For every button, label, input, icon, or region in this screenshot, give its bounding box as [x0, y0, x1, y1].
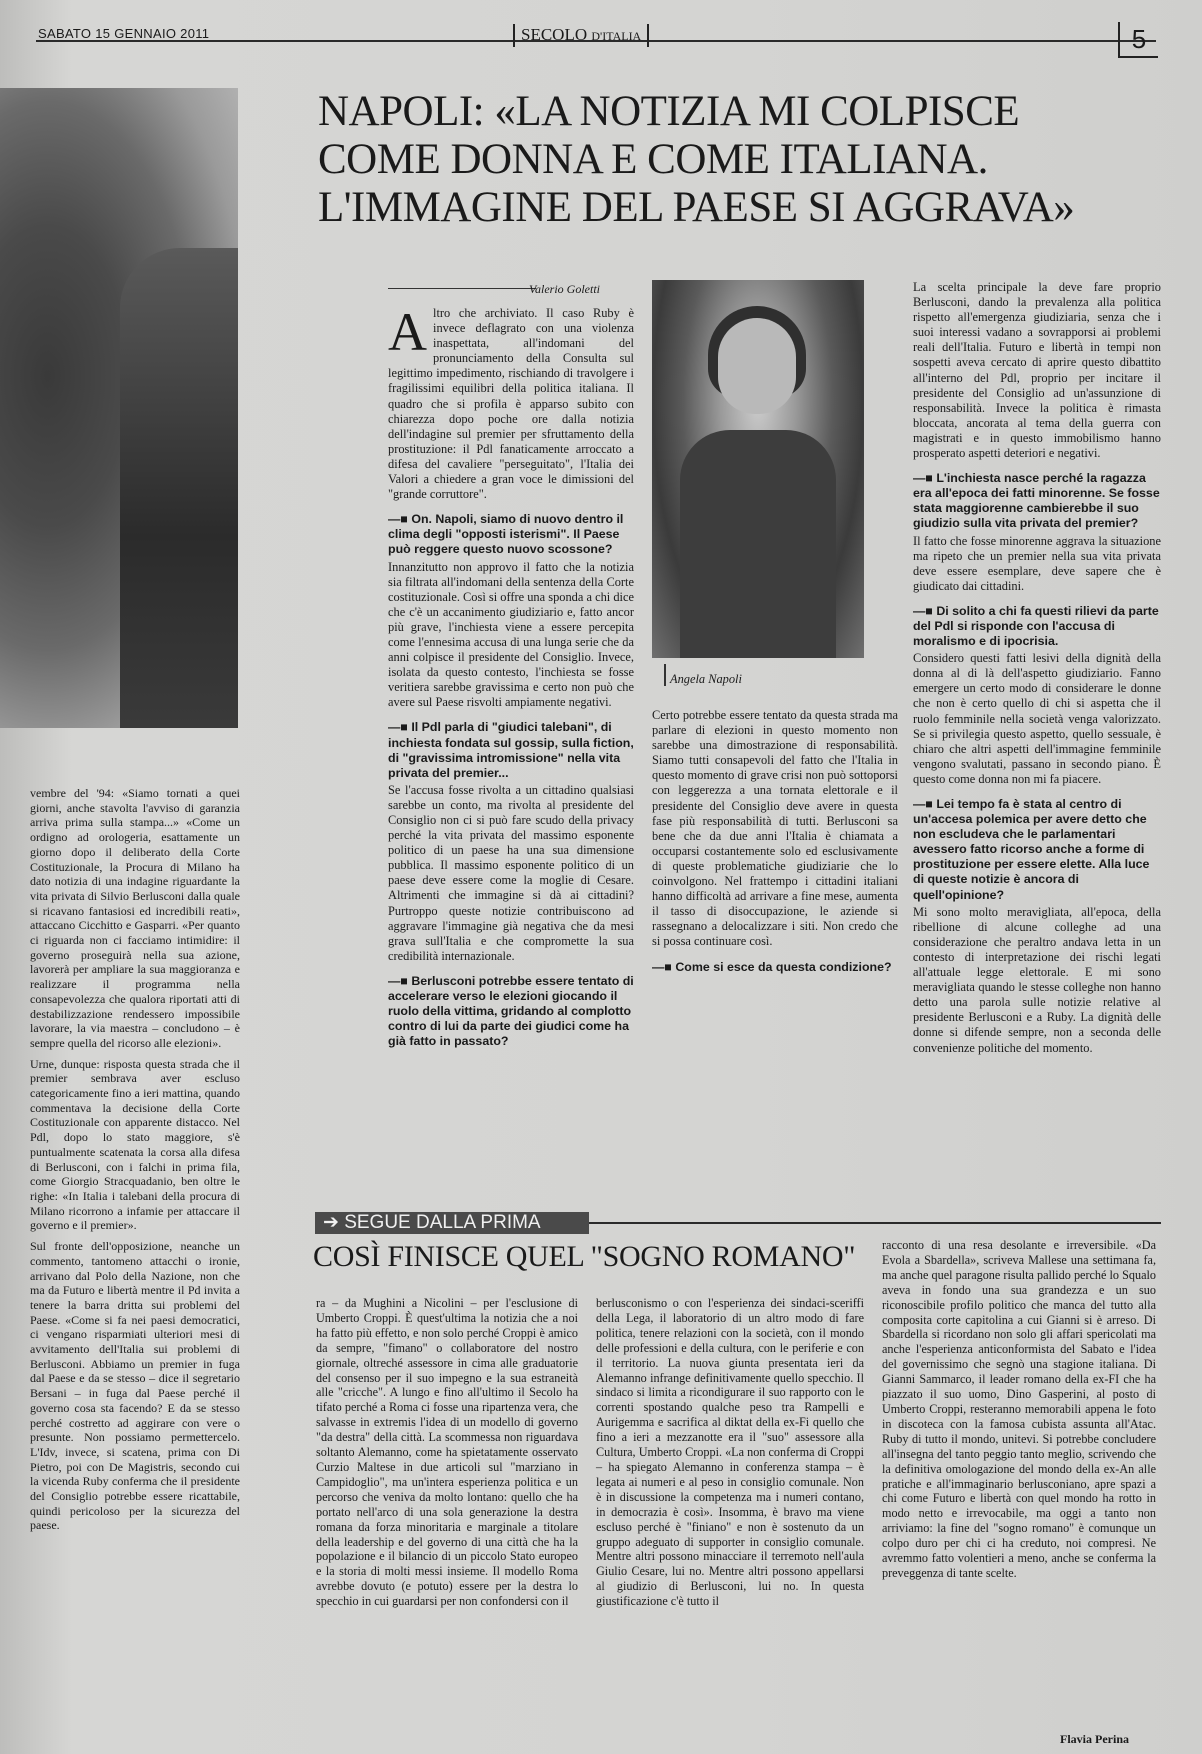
question-text: L'inchiesta nasce perché la ragazza era all'epoca dei fatti minorenne. Se fosse stata maggiorenne cambierebbe il suo giudizio sulla vita privata del premier? — [913, 471, 1160, 531]
question-text: Di solito a chi fa questi rilievi da parte del Pdl si risponde con l'accusa di moralismo e di ipocrisia. — [913, 603, 1159, 649]
question: —■ Come si esce da questa condizione? — [652, 959, 892, 974]
photo-figure-face — [718, 318, 796, 414]
section-label — [315, 1212, 589, 1234]
dropcap: A — [388, 302, 427, 362]
left-paragraph: Urne, dunque: risposta questa strada che il premier sembrava aver escluso categoricamente fino a ieri mattina, quando commentava la decisione della Corte Costituzionale con apparente distacco. Nel Pdl, dopo lo stato maggiore, s'è puntualmente scatenata la corsa alla difesa di Berlusconi, con i falchi in prima fila, come Giorgio Stracquadanio, ben oltre le righe: «In Italia i talebani della procura di Milano ricorrono a infamie per attaccare il governo e il premier». — [30, 1056, 240, 1233]
article2-title: COSÌ FINISCE QUEL "SOGNO ROMANO" — [313, 1240, 856, 1273]
answer: Se l'accusa fosse rivolta a un cittadino qualsiasi sarebbe un conto, ma rivolta al presidente del Consiglio non ci si può fare scudo della privacy perché la vita privata del massimo esponente politico di un paese ha una sua dimensione pubblica. Il massimo esponente politico di un paese deve essere come la moglie di Cesare. Altrimenti che immagine si dà ai cittadini? Purtroppo queste notizie contribuiscono ad aggravare l'immagine già negativa che da mesi grava sull'Italia e che compromette la sua credibilità internazionale. — [388, 782, 634, 963]
answer: Mi sono molto meravigliata, all'epoca, della ribellione di alcune colleghe ad una considerazione che peraltro andava letta in un contesto di interpretazione dei rischi legati all'attuale legge elettorale. E mi sono meravigliata quando le stesse colleghe non hanno detto una parola sulle notizie relative al presidente Berlusconi e a Ruby. La dignità delle donne si difende sempre, non a seconda delle convenienze politiche del momento. — [913, 904, 1161, 1055]
byline: Valerio Goletti — [529, 282, 600, 296]
header-date: SABATO 15 GENNAIO 2011 — [38, 26, 210, 41]
question: —■ Il Pdl parla di "giudici talebani", di inchiesta fondata sul gossip, sulla fiction, di "gravissima intromissione" nella vita privata del premier... — [388, 720, 634, 780]
question-text: Il Pdl parla di "giudici talebani", di inchiesta fondata sul gossip, sulla fiction, di "gravissima intromissione" nella vita privata del premier... — [388, 720, 634, 780]
answer: Certo potrebbe essere tentato da questa strada ma parlare di elezioni in questo momento non sarebbe una dimostrazione di responsabilità. Siamo tutti consapevoli del fatto che l'Italia in questo momento di grave crisi non può sottoporsi con leggerezza a una tornata elettorale e il presidente del Consiglio deve avere in questa fase più responsabilità di tutti. Berlusconi sa bene che da due anni l'Italia è chiamata a occuparsi costantemente solo ed esclusivamente di queste problematiche giudiziarie che lo coinvolgono. Nel frattempo i cittadini italiani hanno difficoltà ad arrivare a fine mese, aumenta il tasso di disoccupazione, le aziende si rassegnano a delocalizzare i siti. Non credo che si possa continuare così. — [652, 708, 898, 949]
masthead-subtitle: D'ITALIA — [591, 29, 642, 43]
question: —■ Lei tempo fa è stata al centro di un'accesa polemica per avere detto che non escludeva che le parlamentari avessero fatto ricorso anche a forme di prostituzione per essere elette. Alla luce di queste notizie è ancora di quell'opinione? — [913, 797, 1150, 902]
answer: La scelta principale la deve fare proprio Berlusconi, dando la prevalenza alla politica rispetto all'emergenza giudiziaria, senza che i suoi interessi vadano a sovrapporsi ai problemi reali dell'Italia. Futuro e libertà in tempi non sospetti aveva cercato di aprire questo dibattito all'interno del Pdl, proprio per incitare il presidente del Consiglio ad un'assunzione di responsabilità. Invece la politica è rimasta bloccata, ancorata al tema della guerra con magistrati e in questo immobilismo hanno prosperato aspetti deteriori e negativi. — [913, 280, 1161, 461]
question: —■ On. Napoli, siamo di nuovo dentro il clima degli "opposti isterismi". Il Paese può reggere questo nuovo scossone? — [388, 512, 624, 557]
question-text: Berlusconi potrebbe essere tentato di accelerare verso le elezioni giocando il ruolo della vittima, gridando al complotto contro di lui da parte dei giudici come ha già fatto in passato? — [388, 973, 634, 1049]
photo-left-figure — [120, 248, 238, 728]
article2-text: berlusconismo o con l'esperienza dei sindaci-sceriffi della Lega, il laboratorio di un altro modo di fare politica, tenere relazioni con la società, con il mondo delle professioni e della cultura, con le periferie e con il territorio. La nuova giunta presentata ieri da Alemanno infrange definitivamente quello specchio. Il sindaco si limita a ricondigurare il suo rapporto con le correnti spostando qualche peso tra Rampelli e Aurigemma e sacrifica al diktat della ex-Fi quello che fino a ieri a mezzanotte era il "suo" assessore alla Cultura, Umberto Croppi. «La non conferma di Croppi – ha spiegato Alemanno in conferenza stampa – è legata ai numeri e al peso in consiglio comunale. Non è in discussione la competenza ma i numeri contano, in democrazia è così». Insomma, è bravo ma viene escluso perché è "finiano" e non è sostenuto da un gruppo adeguato di supporter in consiglio comunale. Mentre altri possono minacciare il terremoto nell'aula Giulio Cesare, lui no. Mentre altri possono appellarsi al giudizio di Berlusconi, lui no. In questa giustificazione c'è tutto il — [596, 1296, 864, 1609]
signature: Flavia Perina — [1060, 1732, 1129, 1746]
question-text: Lei tempo fa è stata al centro di un'accesa polemica per avere detto che non escludeva che le parlamentari avessero fatto ricorso anche a forme di prostituzione per essere elette. Alla luce di queste notizie è ancora di quell'opinione? — [913, 797, 1150, 902]
intro-paragraph — [388, 302, 634, 502]
left-paragraph: Sul fronte dell'opposizione, neanche un commento, tantomeno attacchi o ironie, arrivano dal Polo della Nazione, non che ma da Futuro e libertà mentre il Pd invita a tenere la barra dritta sui problemi del Paese. «Come si fa nei paesi democratici, ci vengano risparmiati ulteriori mesi di avvitamento dell'Italia sui problemi di Berlusconi. Abbiamo un premier in fuga dal Paese e da se stesso – dice il segretario Bersani – in fuga dal Paese perché il governo cosa sta facendo? E da se stesso perché costretto ad aggirare con vere o presunte. Non possiamo permettercelo. L'Idv, invece, si scatena, prima con Di Pietro, poi con De Magistris, secondo cui la vicenda Ruby conferma che il presidente del Consiglio potrebbe essere ricattabile, quindi pericoloso per la sicurezza del paese. — [30, 1239, 240, 1533]
page-number: 5 — [1118, 22, 1158, 58]
article1-column-3 — [913, 280, 1161, 1062]
section-label-text: SEGUE DALLA PRIMA — [344, 1212, 541, 1233]
photo-left — [0, 88, 238, 728]
question: —■ Berlusconi potrebbe essere tentato di accelerare verso le elezioni giocando il ruolo della vittima, gridando al complotto contro di lui da parte dei giudici come ha già fatto in passato? — [388, 973, 634, 1049]
question-text: Come si esce da questa condizione? — [675, 959, 892, 974]
article2-column-3 — [882, 1238, 1156, 1587]
question: —■ L'inchiesta nasce perché la ragazza era all'epoca dei fatti minorenne. Se fosse stata maggiorenne cambierebbe il suo giudizio sulla vita privata del premier? — [913, 471, 1160, 531]
article2-text: racconto di una resa desolante e irreversibile. «Da Evola a Sbardella», scriveva Mallese una settimana fa, ma anche quel paragone risulta pallido perché lo Squalo aveva in fondo una sua grandezza e un suo riconoscibile profilo politico che manca del tutto alla composita corte capitolina a cui Gianni si è arreso. Di Sbardella si ricordano non solo gli affari spericolati ma anche l'esperienza anticonformista del Sabato e l'idea del governissimo che segnò una stagione italiana. Di Gianni Sammarco, il leader romano della ex-FI che ha piazzato il suo uomo, Dino Gasperini, al posto di Umberto Croppi, resteranno memorabili appena le foto in discoteca con la famosa cubista assunta all'Atac. Ruby di tutto il mondo, unitevi. Si potrebbe concludere all'insegna del tanto peggio tanto meglio, scrivendo che la definitiva omologazione del mondo della ex-An alle pratiche e all'immaginario berlusconiano, apre spazi a chi come Futuro e libertà con quel mondo ha rotto in modo netto e irrevocabile, ma oggi a tanto non arriviamo: la fine del "sogno romano" è comunque un colpo duro per chi ci ha creduto, noi compresi. Ne avremmo fatto volentieri a meno, anche se conferma la preveggenza di tante scelte. — [882, 1238, 1156, 1580]
article2-column-2 — [596, 1296, 864, 1615]
photo-figure-body — [680, 430, 836, 658]
arrow-right-icon: ➔ — [323, 1212, 345, 1233]
article2-text: ra – da Mughini a Nicolini – per l'esclusione di Umberto Croppi. È quest'ultima la notizia che a noi ha fatto più effetto, e non solo perché Croppi è amico da sempre, "fimano" o collaboratore del nostro giornale, oltreché assessore in cima alle graduatorie del consenso per il suo impegno e la sua estraneità alle "cricche". A lungo e fino all'ultimo il Secolo ha tifato perché a Roma ci fosse una ripartenza vera, che salvasse in extremis l'idea di un modello di governo "da destra" della città. La scommessa non riguardava soltanto Alemanno, come ha spietatamente osservato Curzio Maltese in due articoli sul "marziano in Campidoglio", ma un'intera esperienza politica e un percorso che veniva da molto lontano: quello che ha portato nell'arco di una sola generazione la destra romana da forza minoritaria e marginale a titolare della leadership e del governo di una città che ha la popolazione e il bilancio di un piccolo Stato europeo e la storia di molti messi insieme. Il modello Roma avrebbe dovuto (e potuto) essere per la destra lo specchio in cui guardarsi per non confondersi con il — [316, 1296, 578, 1609]
masthead-title: SECOLO — [521, 25, 588, 44]
intro-text: ltro che archiviato. Il caso Ruby è invece deflagrato con una violenza inaspettata, all'indomani del pronunciamento della Consulta sul legittimo impedimento, rischiando di travolgere i fragilissimi equilibri della politica italiana. Il quadro che si profila è apparso subito con chiarezza dopo poche ore dalla notizia dell'indagine sul premier per sfruttamento della prostituzione: il Pdl fanaticamente arroccato a difesa del cavaliere "perseguitato", l'Italia dei Valori a chiedere a gran voce le dimissioni del "grande corruttore". — [388, 306, 634, 502]
left-column — [30, 786, 240, 1539]
answer: Considero questi fatti lesivi della dignità della donna al di là dell'aspetto giudiziario. Fanno emergere un certo modo di considerare le donne che non è certo quello di chi si aspetta che il ruolo femminile nella società venga valorizzato. Se si privilegia questo aspetto, quello sessuale, è chiaro che altri aspetti dell'immagine femminile vengono svalutati, passano in secondo piano. È questo come donna non mi fa piacere. — [913, 651, 1161, 786]
photo-caption: Angela Napoli — [670, 672, 742, 686]
left-paragraph: vembre del '94: «Siamo tornati a quei giorni, anche stavolta l'avviso di garanzia arriva prima sulla stampa...» «Come un ordigno ad orologeria, esattamente un giorno dopo il deliberato della Corte Costituzionale, la Procura di Milano ha dato notizia di una indagine riguardante la vita privata di Silvio Berlusconi dalla quale si ricavano fantasiosi ed incredibili reati», attaccano Cicchitto e Gasparri. «Per quanto ci riguarda non ci facciamo intimidire: il governo proseguirà nella sua azione, lavorerà per ampliare la sua maggioranza e realizzare il programma nella consapevolezza che qualora riportati atti di destabilizzazione rendessero impossibile lavorare, la via maestra – concludono – è sempre quella del ricorso alle elezioni». — [30, 786, 240, 1050]
headline: NAPOLI: «LA NOTIZIA MI COLPISCE COME DONNA E COME ITALIANA. L'IMMAGINE DEL PAESE SI AGGRAVA» — [318, 88, 1075, 231]
article1-column-1 — [388, 302, 634, 1051]
article2-column-1 — [316, 1296, 578, 1615]
photo-angela-napoli — [652, 280, 864, 658]
question-text: On. Napoli, siamo di nuovo dentro il clima degli "opposti isterismi". Il Paese può reggere questo nuovo scossone? — [388, 512, 624, 557]
masthead — [513, 24, 649, 47]
caption-rule — [664, 664, 666, 686]
answer: Innanzitutto non approvo il fatto che la notizia sia filtrata all'indomani della sentenza della Corte costituzionale. Così si offre una sponda a chi dice che c'è un accanimento giudiziario e, fatto ancor più grave, l'inchiesta viene a essere percepita come l'ennesima accusa di una lunga serie che da anni colpisce il presidente del Consiglio. Invece, isolata da questo contesto, l'inchiesta se fosse veritiera sarebbe gravissima e certo non può che avere sul Paese risvolti ampiamente negativi. — [388, 559, 634, 710]
article1-column-2 — [652, 708, 898, 977]
answer: Il fatto che fosse minorenne aggrava la situazione ma ripeto che un premier nella sua vita privata deve essere esemplare, deve sapere che è giudicato dai cittadini. — [913, 533, 1161, 593]
question: —■ Di solito a chi fa questi rilievi da parte del Pdl si risponde con l'accusa di moralismo e di ipocrisia. — [913, 603, 1159, 649]
